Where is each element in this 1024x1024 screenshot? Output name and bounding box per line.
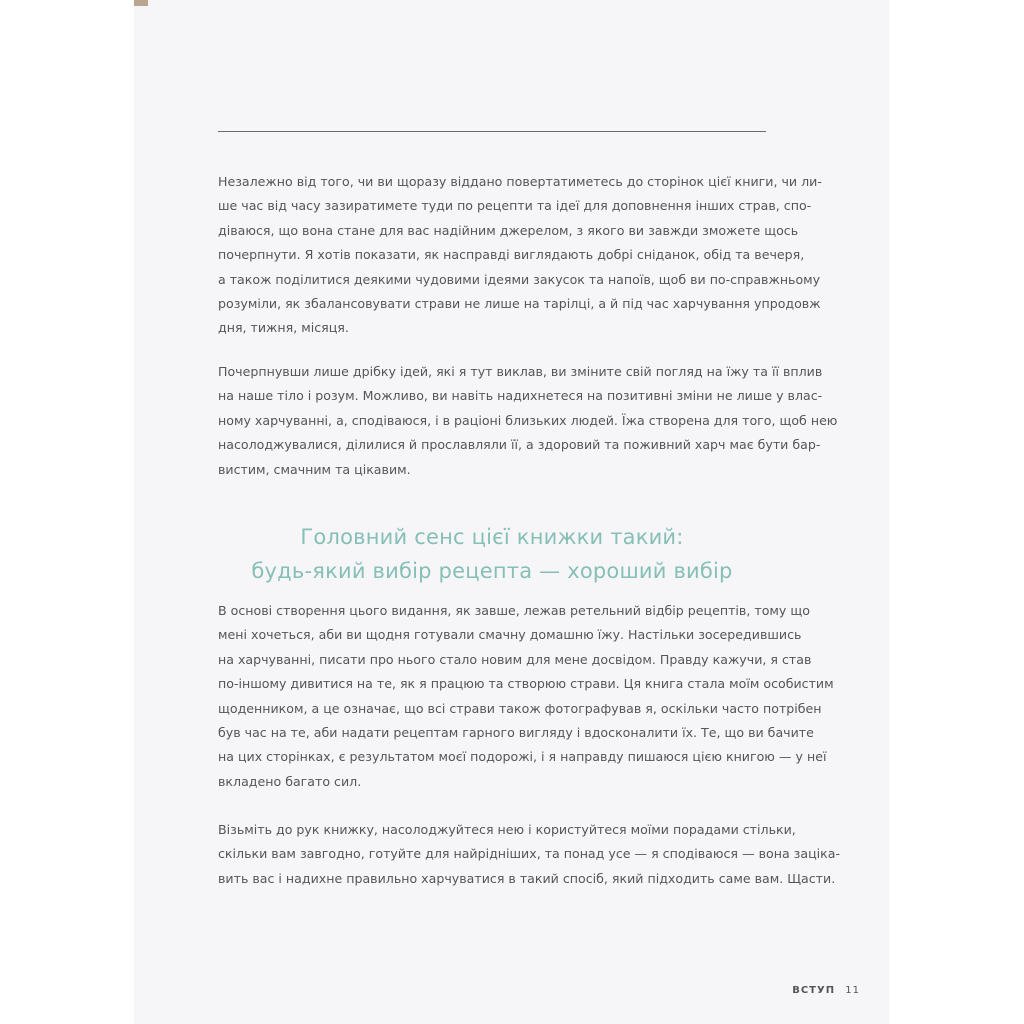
page-footer bbox=[792, 985, 860, 996]
paragraph-creation bbox=[218, 599, 834, 794]
text-line: щоденником, а це означає, що всі страви також фотографував я, оскільки часто потрібен bbox=[218, 700, 822, 716]
text-line: розуміли, як збалансовувати страви не лише на тарілці, а й під час харчування упродовж bbox=[218, 296, 821, 312]
pull-quote-line-2: будь-який вибір рецепта — хороший вибір bbox=[251, 559, 733, 583]
page-number: 11 bbox=[845, 985, 860, 996]
text-line: ше час від часу зазиратимете туди по рецепти та ідеї для доповнення інших страв, спо- bbox=[218, 198, 812, 214]
text-line: В основі створення цього видання, як завше, лежав ретельний відбір рецептів, тому що bbox=[218, 603, 810, 618]
running-section-title: ВСТУП bbox=[792, 985, 836, 996]
text-line: Візьміть до рук книжку, насолоджуйтеся нею і користуйтеся моїми порадами стільки, bbox=[218, 822, 796, 837]
text-line: на цих сторінках, є результатом моєї подорожі, і я направду пишаюся цією книгою — у неї bbox=[218, 749, 827, 765]
text-line: по-іншому дивитися на те, як я працюю та створюю страви. Ця книга стала моїм особистим bbox=[218, 676, 834, 692]
top-divider-rule bbox=[218, 131, 766, 132]
text-line: насолоджувалися, ділилися й прославляли її, а здоровий та поживний харч має бути бар- bbox=[218, 437, 821, 453]
text-line: Почерпнувши лише дрібку ідей, які я тут виклав, ви зміните свій погляд на їжу та її вплив bbox=[218, 364, 823, 379]
text-line: на харчуванні, писати про нього стало новим для мене досвідом. Правду кажучи, я став bbox=[218, 651, 812, 667]
text-line: на наше тіло і розум. Можливо, ви навіть надихнетеся на позитивні зміни не лише у влас- bbox=[218, 388, 823, 404]
text-line: скільки вам завгодно, готуйте для найрідніших, та понад усе — я сподіваюся — вона заціка- bbox=[218, 846, 841, 862]
text-line: ному харчуванні, а, сподіваюся, і в раціоні близьких людей. Їжа створена для того, щоб нею bbox=[218, 412, 838, 428]
pull-quote bbox=[218, 520, 766, 588]
paragraph-closing bbox=[218, 818, 841, 891]
pull-quote-line-1: Головний сенс цієї книжки такий: bbox=[300, 525, 684, 549]
text-line: а також поділитися деякими чудовими ідеями закусок та напоїв, щоб ви по-справжньому bbox=[218, 271, 821, 287]
text-line: дня, тижня, місяця. bbox=[218, 320, 349, 336]
text-line: мені хочеться, аби ви щодня готували смачну домашню їжу. Настільки зосередившись bbox=[218, 627, 802, 643]
text-line: вить вас і надихне правильно харчуватися в такий спосіб, який підходить саме вам. Щасти. bbox=[218, 870, 836, 886]
text-line: вистим, смачним та цікавим. bbox=[218, 461, 411, 477]
page-edge-shadow bbox=[134, 0, 148, 6]
text-line: діваюся, що вона стане для вас надійним джерелом, з якого ви завжди зможете щось bbox=[218, 222, 799, 238]
paragraph-intro bbox=[218, 170, 822, 341]
text-line: був час на те, аби надати рецептам гарного вигляду і вдосконалити їх. Те, що ви бачите bbox=[218, 725, 814, 741]
text-line: Незалежно від того, чи ви щоразу віддано повертатиметесь до сторінок цієї книги, чи ли- bbox=[218, 174, 822, 189]
paragraph-ideas bbox=[218, 360, 838, 482]
text-line: вкладено багато сил. bbox=[218, 773, 362, 789]
text-line: почерпнути. Я хотів показати, як насправді виглядають добрі сніданок, обід та вечеря, bbox=[218, 247, 805, 263]
